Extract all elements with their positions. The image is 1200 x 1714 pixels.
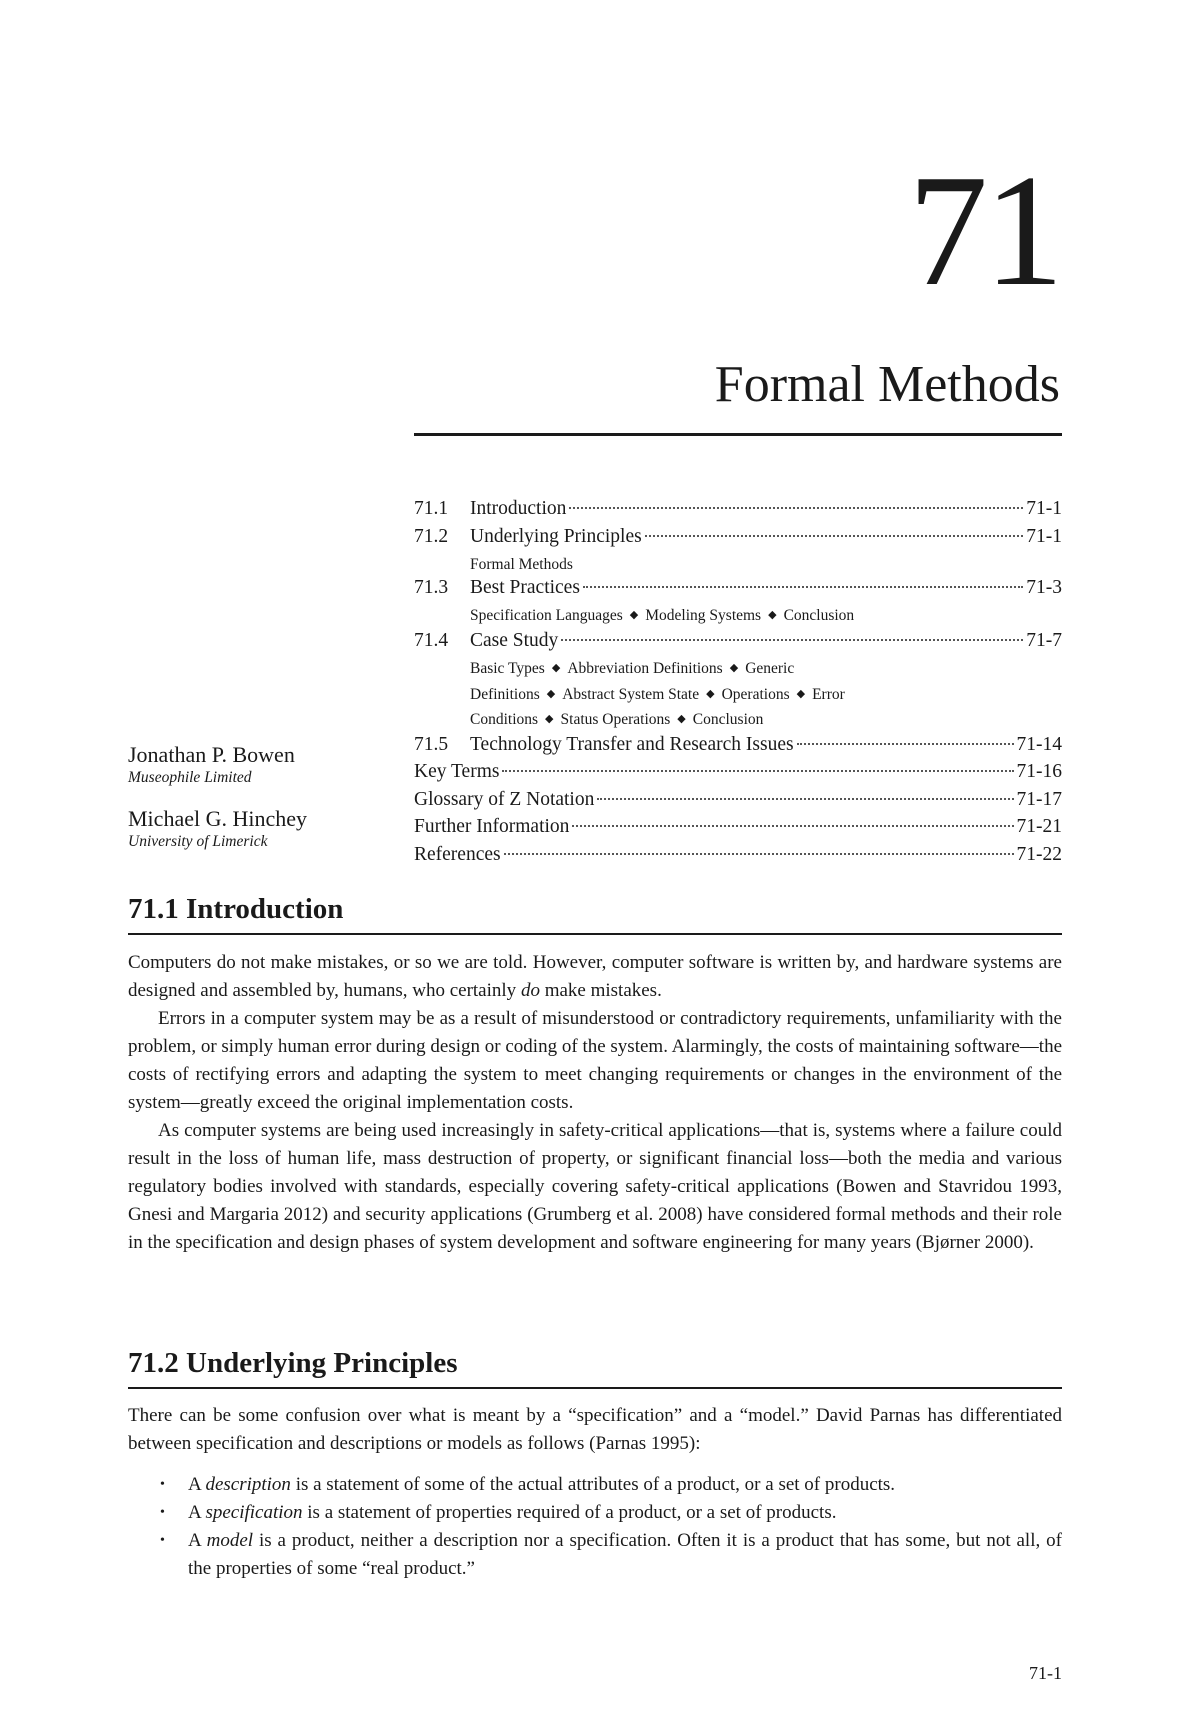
- paragraph: There can be some confusion over what is meant by a “specification” and a “model.” David Parnas has differentiated between specification and descriptions or models as follows (Parnas 1995):: [128, 1405, 1062, 1454]
- section-heading-introduction: 71.1 Introduction: [128, 893, 344, 925]
- toc-subsection-label: Formal Methods: [470, 556, 573, 573]
- toc-entry: [414, 577, 1062, 605]
- toc-subsection-label: Abbreviation Definitions: [567, 660, 723, 677]
- list-item: • A description is a statement of some of the actual attributes of a product, or a set of products.: [160, 1474, 896, 1495]
- toc-entry-label: Glossary of Z Notation: [414, 788, 595, 810]
- toc-separator: ◆: [729, 662, 739, 674]
- author-block: [128, 742, 408, 870]
- toc-subsections: [414, 553, 1062, 577]
- toc-entry-label: Key Terms: [414, 761, 500, 782]
- toc-leader-dots: [797, 743, 1014, 745]
- toc-separator: ◆: [629, 609, 639, 621]
- toc-leader-dots: [569, 507, 1023, 509]
- toc-leader-dots: [583, 586, 1023, 588]
- toc-entry-number: 71.5: [414, 733, 449, 755]
- toc-entry-label: Introduction: [470, 498, 567, 519]
- list-item: • A model is a product, neither a description nor a specification. Often it is a product that has some, but not all, of the properties of some “real product.”: [160, 1530, 1062, 1579]
- toc-entry-label: Technology Transfer and Research Issues: [470, 733, 794, 755]
- toc-subsection-label: Conclusion: [692, 711, 764, 728]
- toc-leader-dots: [597, 798, 1013, 800]
- section-rule: [128, 1387, 1062, 1389]
- principles-body: [128, 1402, 1062, 1458]
- page-number: 71-1: [1029, 1663, 1062, 1683]
- toc-leader-dots: [645, 535, 1024, 537]
- toc-entry: [414, 630, 1062, 658]
- toc-entry: [414, 844, 1062, 872]
- toc-entry-page: 71-3: [1026, 576, 1062, 598]
- toc-subsections: [414, 683, 1062, 709]
- toc-separator: ◆: [546, 687, 556, 700]
- paragraph: Errors in a computer system may be as a result of misunderstood or contradictory requirements, unfamiliarity with the problem, or simply human error during design or coding of the system. Alarmingly, the costs of maintaining software—the costs of rectifying errors and adapting the system to meet changing requirements or changes in the environment of the system—greatly exceed the original implementation costs.: [128, 1008, 1062, 1113]
- section-rule: [128, 933, 1062, 935]
- toc-entry-label: References: [414, 843, 501, 865]
- toc-entry-label: Underlying Principles: [470, 525, 642, 547]
- toc-entry-label: Case Study: [470, 629, 559, 651]
- toc-subsection-label: Conditions: [470, 711, 539, 728]
- toc-entry-number: 71.4: [414, 629, 449, 651]
- toc-subsection-label: Definitions: [470, 685, 540, 703]
- toc-entry-number: 71.3: [414, 576, 449, 598]
- author-affiliation: University of Limerick: [128, 833, 268, 850]
- toc-entry-number: 71.1: [414, 498, 449, 519]
- author-name: Jonathan P. Bowen: [128, 742, 295, 767]
- toc-subsection-label: Generic: [745, 660, 795, 677]
- toc-entry-label: Further Information: [414, 816, 570, 837]
- toc-subsection-label: Conclusion: [783, 607, 855, 624]
- toc-entry-page: 71-1: [1026, 498, 1062, 519]
- chapter-title: Formal Methods: [714, 356, 1060, 413]
- toc-leader-dots: [561, 639, 1023, 641]
- toc-entry-label: Best Practices: [470, 576, 580, 598]
- toc-subsection-label: Modeling Systems: [645, 607, 762, 624]
- toc-entry-page: 71-22: [1016, 843, 1062, 865]
- toc-entry-page: 71-16: [1016, 761, 1062, 782]
- toc-separator: ◆: [706, 687, 715, 700]
- toc-separator: ◆: [677, 713, 686, 725]
- definition-list: [128, 1471, 1062, 1583]
- toc-subsection-label: Error: [812, 685, 845, 703]
- toc-leader-dots: [504, 853, 1014, 855]
- toc-entry: [414, 498, 1062, 526]
- toc-subsection-label: Status Operations: [560, 711, 671, 728]
- paragraph: As computer systems are being used increasingly in safety-critical applications—that is, systems where a failure could result in the loss of human life, mass destruction of property, or significant financial loss—both the media and various regulatory bodies involved with standards, especially covering safety-critical applications (Bowen and Stavridou 1993, Gnesi and Margaria 2012) and security applications (Grumberg et al. 2008) have considered formal methods and their role in the specification and design phases of system development and software engineering for many years (Bjørner 2000).: [128, 1120, 1062, 1253]
- table-of-contents: [414, 498, 1062, 871]
- section-heading-underlying-principles: 71.2 Underlying Principles: [128, 1347, 458, 1379]
- list-item: • A specification is a statement of properties required of a product, or a set of products.: [160, 1502, 837, 1523]
- toc-entry: [414, 816, 1062, 844]
- toc-separator: ◆: [551, 662, 561, 674]
- title-rule: [414, 433, 1062, 436]
- toc-entry-page: 71-17: [1016, 788, 1062, 810]
- toc-entry: [414, 761, 1062, 789]
- toc-entry-page: 71-7: [1026, 629, 1062, 651]
- chapter-number: 71: [908, 141, 1060, 319]
- toc-entry-page: 71-14: [1016, 733, 1062, 755]
- author-name: Michael G. Hinchey: [128, 806, 307, 831]
- toc-entry-page: 71-1: [1026, 525, 1062, 547]
- toc-entry-page: 71-21: [1016, 816, 1062, 837]
- toc-separator: ◆: [545, 713, 554, 725]
- toc-entry: [414, 789, 1062, 817]
- author-affiliation: Museophile Limited: [128, 769, 252, 786]
- toc-entry: [414, 526, 1062, 554]
- paragraph: Computers do not make mistakes, or so we are told. However, computer software is written by, and hardware systems are designed and assembled by, humans, who certainly do make mistakes.: [128, 952, 1062, 1001]
- toc-separator: ◆: [796, 687, 806, 700]
- toc-separator: ◆: [768, 609, 777, 621]
- toc-subsection-label: Specification Languages: [470, 607, 623, 624]
- toc-subsections: [414, 604, 1062, 630]
- toc-subsection-label: Operations: [721, 685, 790, 703]
- toc-entry: [414, 734, 1062, 762]
- toc-subsection-label: Abstract System State: [562, 685, 700, 703]
- toc-subsections: [414, 657, 1062, 683]
- toc-subsections: [414, 708, 1062, 734]
- toc-leader-dots: [572, 825, 1013, 827]
- introduction-body: [128, 949, 1062, 1257]
- toc-leader-dots: [502, 770, 1013, 772]
- toc-entry-number: 71.2: [414, 525, 449, 547]
- toc-subsection-label: Basic Types: [470, 660, 545, 677]
